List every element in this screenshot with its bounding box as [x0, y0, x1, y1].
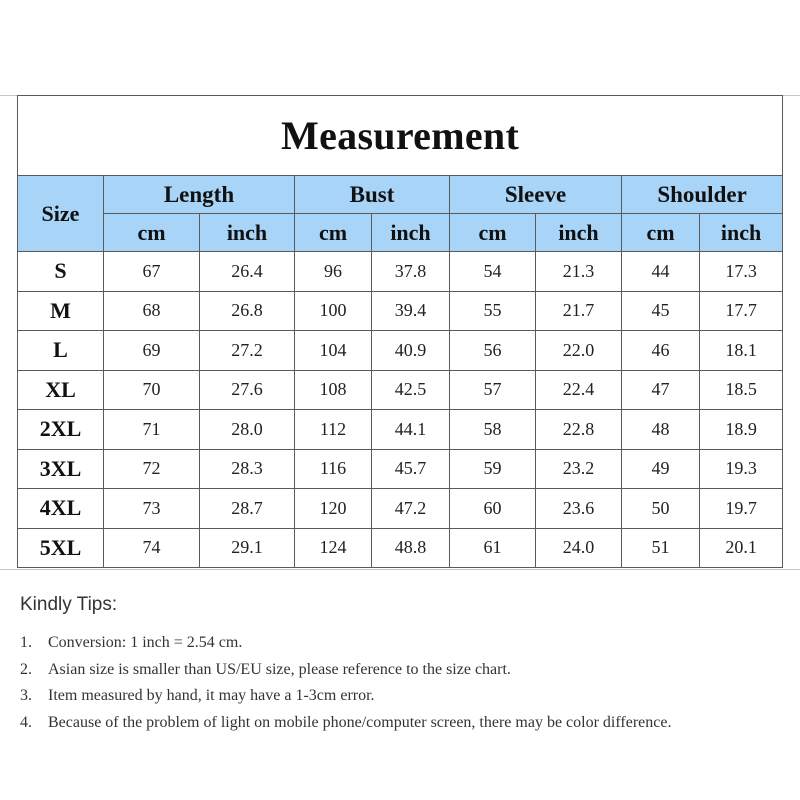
- unit-header: inch: [200, 214, 295, 252]
- size-label: XL: [18, 370, 104, 410]
- measurement-cell: 56: [450, 331, 536, 371]
- table-row: [18, 528, 783, 568]
- measurement-cell: 100: [295, 291, 372, 331]
- measurement-cell: 96: [295, 252, 372, 292]
- table-row: [18, 449, 783, 489]
- measurement-cell: 19.7: [700, 489, 783, 529]
- measurement-cell: 44: [622, 252, 700, 292]
- group-header-bust: Bust: [295, 176, 450, 214]
- measurement-cell: 27.6: [200, 370, 295, 410]
- measurement-cell: 28.3: [200, 449, 295, 489]
- measurement-cell: 48: [622, 410, 700, 450]
- measurement-cell: 37.8: [372, 252, 450, 292]
- measurement-cell: 49: [622, 449, 700, 489]
- measurement-cell: 50: [622, 489, 700, 529]
- measurement-cell: 23.2: [536, 449, 622, 489]
- measurement-cell: 22.0: [536, 331, 622, 371]
- measurement-cell: 26.4: [200, 252, 295, 292]
- size-label: 5XL: [18, 528, 104, 568]
- tip-text: Item measured by hand, it may have a 1-3cm error.: [48, 687, 375, 704]
- group-header-length: Length: [104, 176, 295, 214]
- measurement-cell: 124: [295, 528, 372, 568]
- measurement-cell: 18.9: [700, 410, 783, 450]
- measurement-cell: 74: [104, 528, 200, 568]
- unit-header: cm: [622, 214, 700, 252]
- measurement-cell: 48.8: [372, 528, 450, 568]
- measurement-cell: 28.0: [200, 410, 295, 450]
- tip-item: [20, 630, 780, 657]
- measurement-cell: 21.7: [536, 291, 622, 331]
- measurement-cell: 23.6: [536, 489, 622, 529]
- measurement-cell: 46: [622, 331, 700, 371]
- size-chart-table: [17, 95, 783, 568]
- tip-text: Asian size is smaller than US/EU size, please reference to the size chart.: [48, 660, 511, 678]
- measurement-cell: 24.0: [536, 528, 622, 568]
- tips-section: [20, 594, 780, 736]
- measurement-cell: 68: [104, 291, 200, 331]
- table-row: [18, 331, 783, 371]
- measurement-cell: 57: [450, 370, 536, 410]
- size-label: 3XL: [18, 449, 104, 489]
- table-row: [18, 410, 783, 450]
- measurement-cell: 29.1: [200, 528, 295, 568]
- size-label: L: [18, 331, 104, 371]
- measurement-cell: 45: [622, 291, 700, 331]
- measurement-cell: 51: [622, 528, 700, 568]
- page-title: Measurement: [18, 96, 783, 176]
- measurement-cell: 17.3: [700, 252, 783, 292]
- table-row: [18, 489, 783, 529]
- size-label: M: [18, 291, 104, 331]
- table-body: [18, 252, 783, 568]
- measurement-cell: 104: [295, 331, 372, 371]
- measurement-cell: 60: [450, 489, 536, 529]
- measurement-cell: 20.1: [700, 528, 783, 568]
- tip-number: 2.: [20, 660, 32, 678]
- measurement-cell: 71: [104, 410, 200, 450]
- measurement-cell: 18.5: [700, 370, 783, 410]
- tip-number: 4.: [20, 713, 32, 731]
- header-row-units: [18, 214, 783, 252]
- measurement-cell: 61: [450, 528, 536, 568]
- table-row: [18, 252, 783, 292]
- group-header-sleeve: Sleeve: [450, 176, 622, 214]
- tip-item: [20, 657, 780, 684]
- tips-title: Kindly Tips:: [20, 594, 118, 615]
- measurement-cell: 44.1: [372, 410, 450, 450]
- measurement-cell: 58: [450, 410, 536, 450]
- measurement-cell: 21.3: [536, 252, 622, 292]
- size-column-header: Size: [18, 176, 104, 252]
- unit-header: cm: [104, 214, 200, 252]
- unit-header: inch: [700, 214, 783, 252]
- measurement-cell: 108: [295, 370, 372, 410]
- tip-item: [20, 683, 780, 710]
- table-row: [18, 291, 783, 331]
- measurement-cell: 116: [295, 449, 372, 489]
- measurement-cell: 72: [104, 449, 200, 489]
- bottom-divider: [0, 569, 800, 570]
- measurement-cell: 67: [104, 252, 200, 292]
- tip-number: 1.: [20, 634, 32, 651]
- tip-item: [20, 710, 780, 737]
- size-label: S: [18, 252, 104, 292]
- group-header-shoulder: Shoulder: [622, 176, 783, 214]
- measurement-cell: 73: [104, 489, 200, 529]
- measurement-cell: 39.4: [372, 291, 450, 331]
- tip-number: 3.: [20, 687, 32, 704]
- measurement-cell: 59: [450, 449, 536, 489]
- measurement-cell: 69: [104, 331, 200, 371]
- measurement-cell: 22.4: [536, 370, 622, 410]
- measurement-cell: 22.8: [536, 410, 622, 450]
- table-row: [18, 370, 783, 410]
- tip-text: Because of the problem of light on mobile phone/computer screen, there may be color difference.: [48, 713, 672, 731]
- size-label: 4XL: [18, 489, 104, 529]
- measurement-cell: 120: [295, 489, 372, 529]
- header-row-groups: [18, 176, 783, 214]
- tip-text: Conversion: 1 inch = 2.54 cm.: [48, 634, 243, 651]
- measurement-cell: 26.8: [200, 291, 295, 331]
- unit-header: cm: [295, 214, 372, 252]
- unit-header: cm: [450, 214, 536, 252]
- measurement-cell: 19.3: [700, 449, 783, 489]
- measurement-cell: 40.9: [372, 331, 450, 371]
- unit-header: inch: [536, 214, 622, 252]
- measurement-cell: 27.2: [200, 331, 295, 371]
- measurement-cell: 28.7: [200, 489, 295, 529]
- measurement-cell: 18.1: [700, 331, 783, 371]
- size-label: 2XL: [18, 410, 104, 450]
- measurement-cell: 17.7: [700, 291, 783, 331]
- measurement-cell: 70: [104, 370, 200, 410]
- measurement-cell: 55: [450, 291, 536, 331]
- measurement-cell: 54: [450, 252, 536, 292]
- unit-header: inch: [372, 214, 450, 252]
- measurement-cell: 47: [622, 370, 700, 410]
- measurement-cell: 45.7: [372, 449, 450, 489]
- measurement-cell: 47.2: [372, 489, 450, 529]
- measurement-cell: 112: [295, 410, 372, 450]
- measurement-cell: 42.5: [372, 370, 450, 410]
